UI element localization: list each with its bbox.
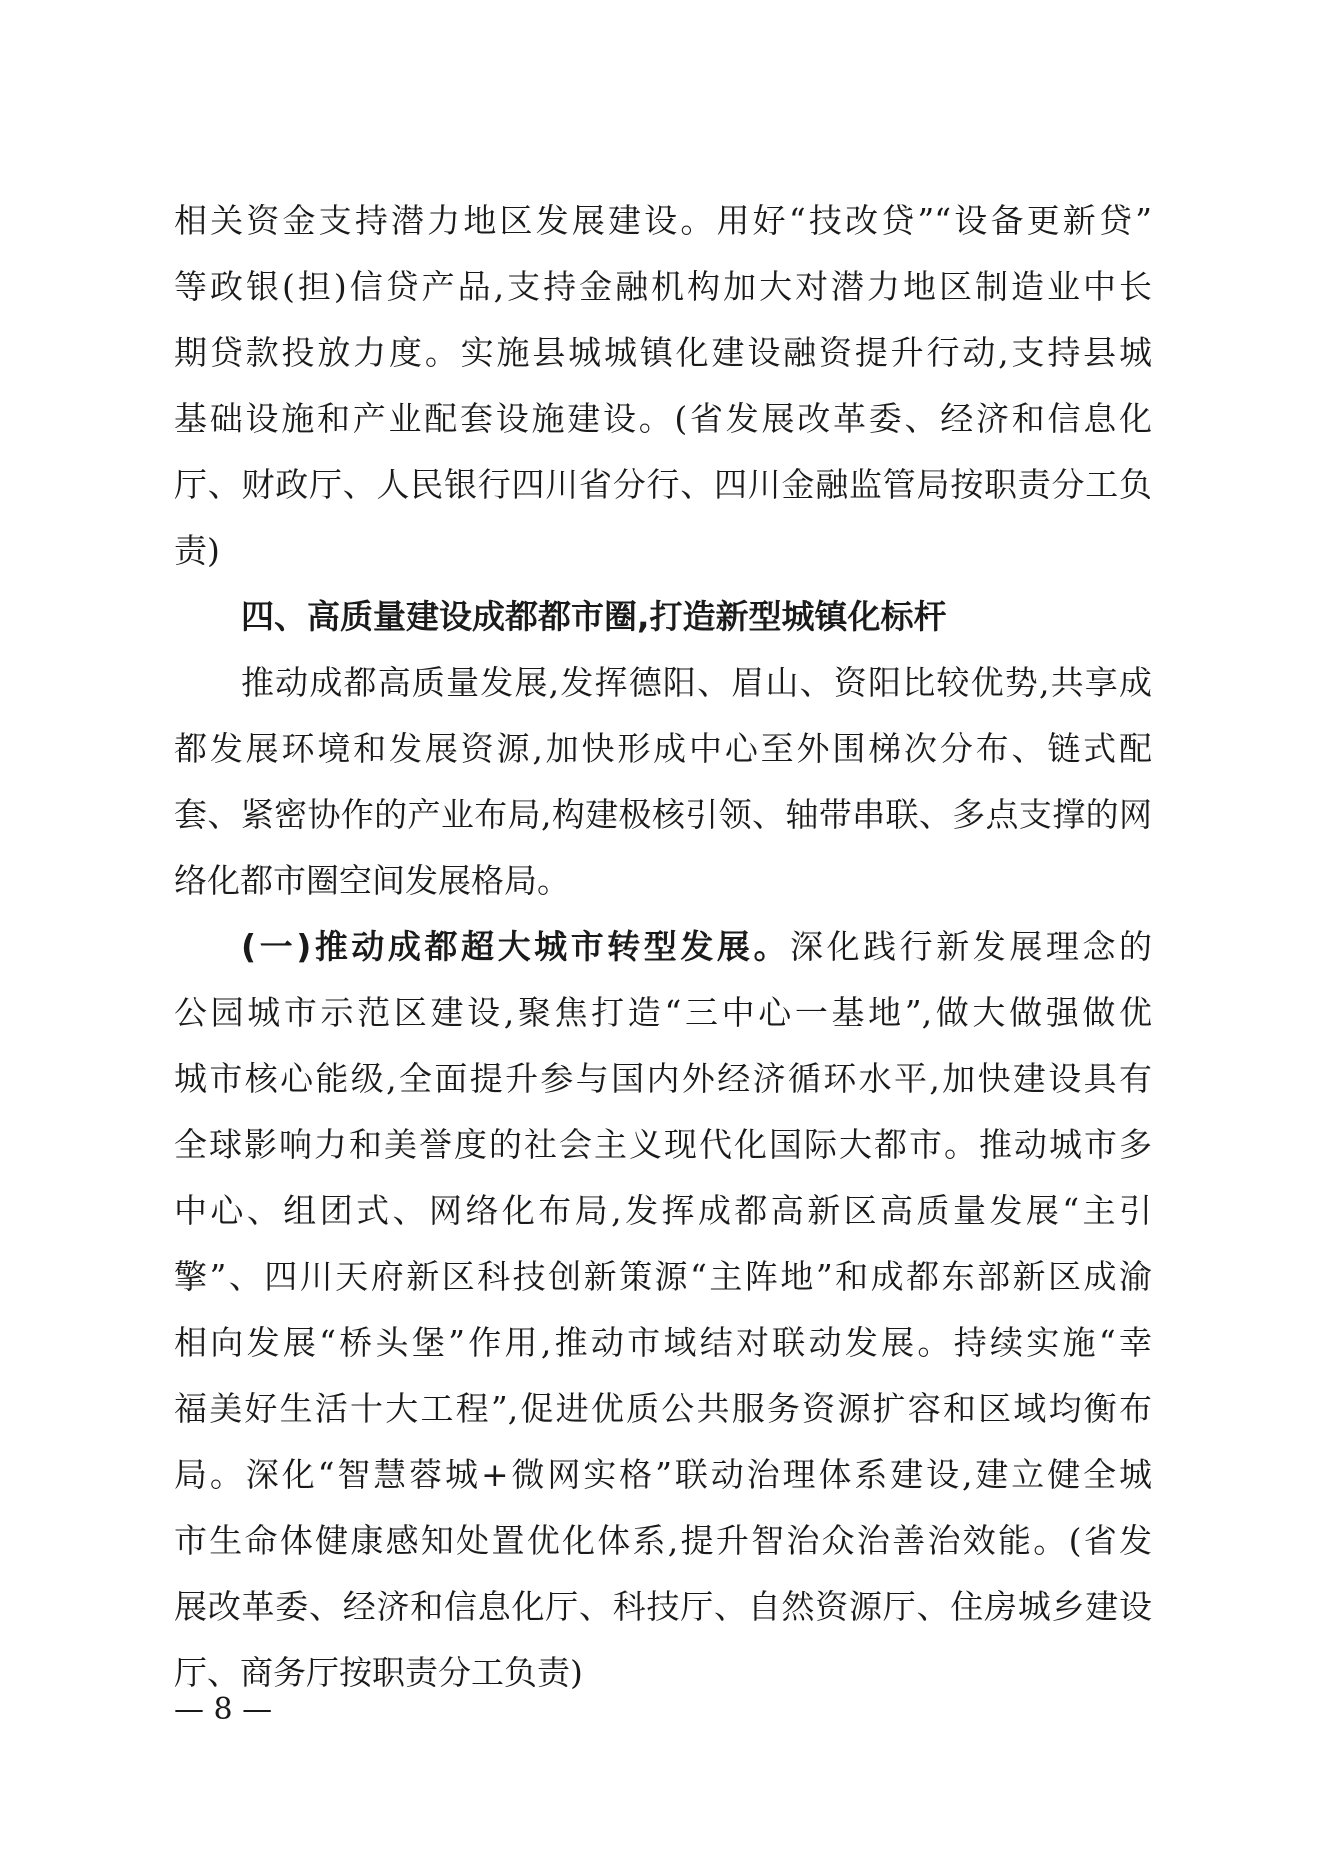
paragraph-line: 展改革委、经济和信息化厅、科技厅、自然资源厅、住房城乡建设 bbox=[174, 1587, 1152, 1626]
section-heading: 四、高质量建设成都都市圈,打造新型城镇化标杆 bbox=[241, 597, 947, 636]
paragraph-line: 相向发展“桥头堡”作用,推动市域结对联动发展。持续实施“幸 bbox=[174, 1323, 1152, 1362]
paragraph-line: 等政银(担)信贷产品,支持金融机构加大对潜力地区制造业中长 bbox=[174, 267, 1152, 306]
paragraph-line: 络化都市圈空间发展格局。 bbox=[174, 861, 570, 900]
paragraph-line: 福美好生活十大工程”,促进优质公共服务资源扩容和区域均衡布 bbox=[174, 1389, 1152, 1428]
paragraph-line: 局。深化“智慧蓉城+微网实格”联动治理体系建设,建立健全城 bbox=[174, 1455, 1152, 1494]
paragraph-line: 推动成都高质量发展,发挥德阳、眉山、资阳比较优势,共享成 bbox=[241, 663, 1152, 702]
paragraph-line: 擎”、四川天府新区科技创新策源“主阵地”和成都东部新区成渝 bbox=[174, 1257, 1152, 1296]
paragraph-line: 基础设施和产业配套设施建设。(省发展改革委、经济和信息化 bbox=[174, 399, 1152, 438]
paragraph-line: 中心、组团式、网络化布局,发挥成都高新区高质量发展“主引 bbox=[174, 1191, 1152, 1230]
paragraph-line: 城市核心能级,全面提升参与国内外经济循环水平,加快建设具有 bbox=[174, 1059, 1152, 1098]
paragraph-line: 都发展环境和发展资源,加快形成中心至外围梯次分布、链式配 bbox=[174, 729, 1152, 768]
paragraph-text: 深化践行新发展理念的 bbox=[790, 927, 1152, 966]
subsection-title: (一)推动成都超大城市转型发展。 bbox=[241, 927, 791, 966]
paragraph-line: 厅、商务厅按职责分工负责) bbox=[174, 1653, 583, 1692]
paragraph-line: 厅、财政厅、人民银行四川省分行、四川金融监管局按职责分工负 bbox=[174, 465, 1152, 504]
paragraph-line: 期贷款投放力度。实施县城城镇化建设融资提升行动,支持县城 bbox=[174, 333, 1152, 372]
paragraph-line: 套、紧密协作的产业布局,构建极核引领、轴带串联、多点支撑的网 bbox=[174, 795, 1152, 834]
paragraph-line: 公园城市示范区建设,聚焦打造“三中心一基地”,做大做强做优 bbox=[174, 993, 1152, 1032]
paragraph-line: 责) bbox=[174, 531, 220, 570]
paragraph-line: 市生命体健康感知处置优化体系,提升智治众治善治效能。(省发 bbox=[174, 1521, 1152, 1560]
paragraph-line: 全球影响力和美誉度的社会主义现代化国际大都市。推动城市多 bbox=[174, 1125, 1152, 1164]
paragraph-first-line bbox=[241, 922, 1152, 972]
paragraph-line: 相关资金支持潜力地区发展建设。用好“技改贷”“设备更新贷” bbox=[174, 201, 1152, 240]
page-number: — 8 — bbox=[174, 1692, 273, 1727]
